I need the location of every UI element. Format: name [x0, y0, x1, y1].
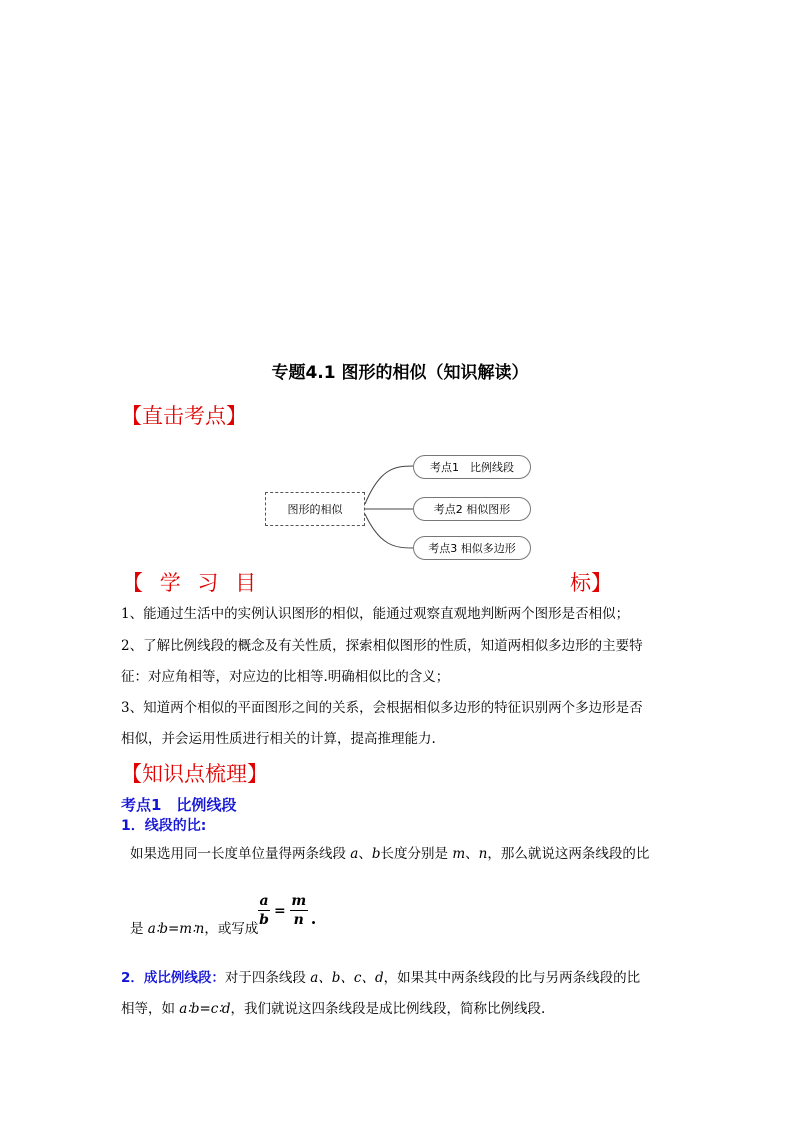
kp1-paragraph-4 [121, 995, 545, 1023]
section-heading-exam-points: 【直击考点】 [121, 404, 247, 428]
numerator: m [291, 893, 307, 909]
kp1-paragraph-1 [130, 840, 649, 868]
goal-heading-char: 学 [159, 571, 181, 595]
page-title: 专题4.1 图形的相似（知识解读） [271, 363, 529, 383]
fraction-formula [258, 893, 316, 928]
text: 对于四条线段 [224, 970, 311, 986]
var-n: n [478, 846, 488, 862]
variables: a、b、c、d [310, 970, 384, 986]
kp1-paragraph-3 [121, 964, 640, 992]
text: ，或写成 [204, 921, 259, 937]
period: . [310, 909, 317, 928]
text: 长度分别是 [380, 846, 453, 862]
kp1-paragraph-2 [130, 915, 258, 943]
text: ，那么就说这两条线段的比 [487, 846, 650, 862]
mindmap-leaf-1: 考点1 比例线段 [413, 455, 531, 479]
goal-item: 1、能通过生活中的实例认识图形的相似，能通过观察直观地判断两个图形是否相似； [121, 606, 630, 622]
kp1-heading: 考点1 比例线段 [121, 796, 237, 814]
mindmap-leaf-3: 考点3 相似多边形 [413, 536, 531, 560]
ratio-expression: a∶b=m∶n [147, 921, 205, 937]
goal-item: 征：对应角相等，对应边的比相等.明确相似比的含义； [121, 669, 450, 685]
text: 、 [358, 846, 372, 862]
mindmap-root: 图形的相似 [265, 492, 365, 526]
kp1-sub1-heading: 1．线段的比: [121, 818, 207, 834]
text: 是 [130, 921, 148, 937]
goal-item: 3、知道两个相似的平面图形之间的关系，会根据相似多边形的特征识别两个多边形是否 [121, 700, 643, 716]
var-m: m [452, 846, 466, 862]
goal-heading-right: 标】 [570, 571, 612, 595]
text: 相等，如 [121, 1001, 180, 1017]
kp1-sub2-heading: 2．成比例线段： [121, 970, 225, 986]
goal-heading-char: 习 [197, 571, 219, 595]
text: 如果选用同一长度单位量得两条线段 [130, 846, 351, 862]
mindmap [265, 448, 535, 568]
fraction-a-over-b [258, 893, 270, 928]
denominator: b [259, 912, 269, 928]
section-heading-knowledge: 【知识点梳理】 [121, 762, 268, 786]
var-a: a [350, 846, 359, 862]
learning-goals-list [121, 600, 681, 753]
mindmap-leaf-2: 考点2 相似图形 [413, 497, 531, 521]
learning-goals-heading [122, 567, 612, 597]
goal-heading-char: 【 [122, 571, 143, 595]
text: 、 [465, 846, 479, 862]
denominator: n [293, 912, 304, 928]
var-b: b [371, 846, 381, 862]
numerator: a [259, 893, 269, 909]
text: ，我们就说这四条线段是成比例线段，简称比例线段. [230, 1001, 546, 1017]
goal-item: 相似，并会运用性质进行相关的计算，提高推理能力. [121, 731, 436, 747]
text: ，如果其中两条线段的比与另两条线段的比 [383, 970, 641, 986]
equals-sign: = [274, 902, 286, 919]
ratio-expression: a∶b=c∶d [179, 1001, 231, 1017]
goal-heading-char: 目 [235, 571, 257, 595]
goal-item: 2、了解比例线段的概念及有关性质，探索相似图形的性质，知道两相似多边形的主要特 [121, 638, 643, 654]
fraction-m-over-n [290, 893, 308, 928]
